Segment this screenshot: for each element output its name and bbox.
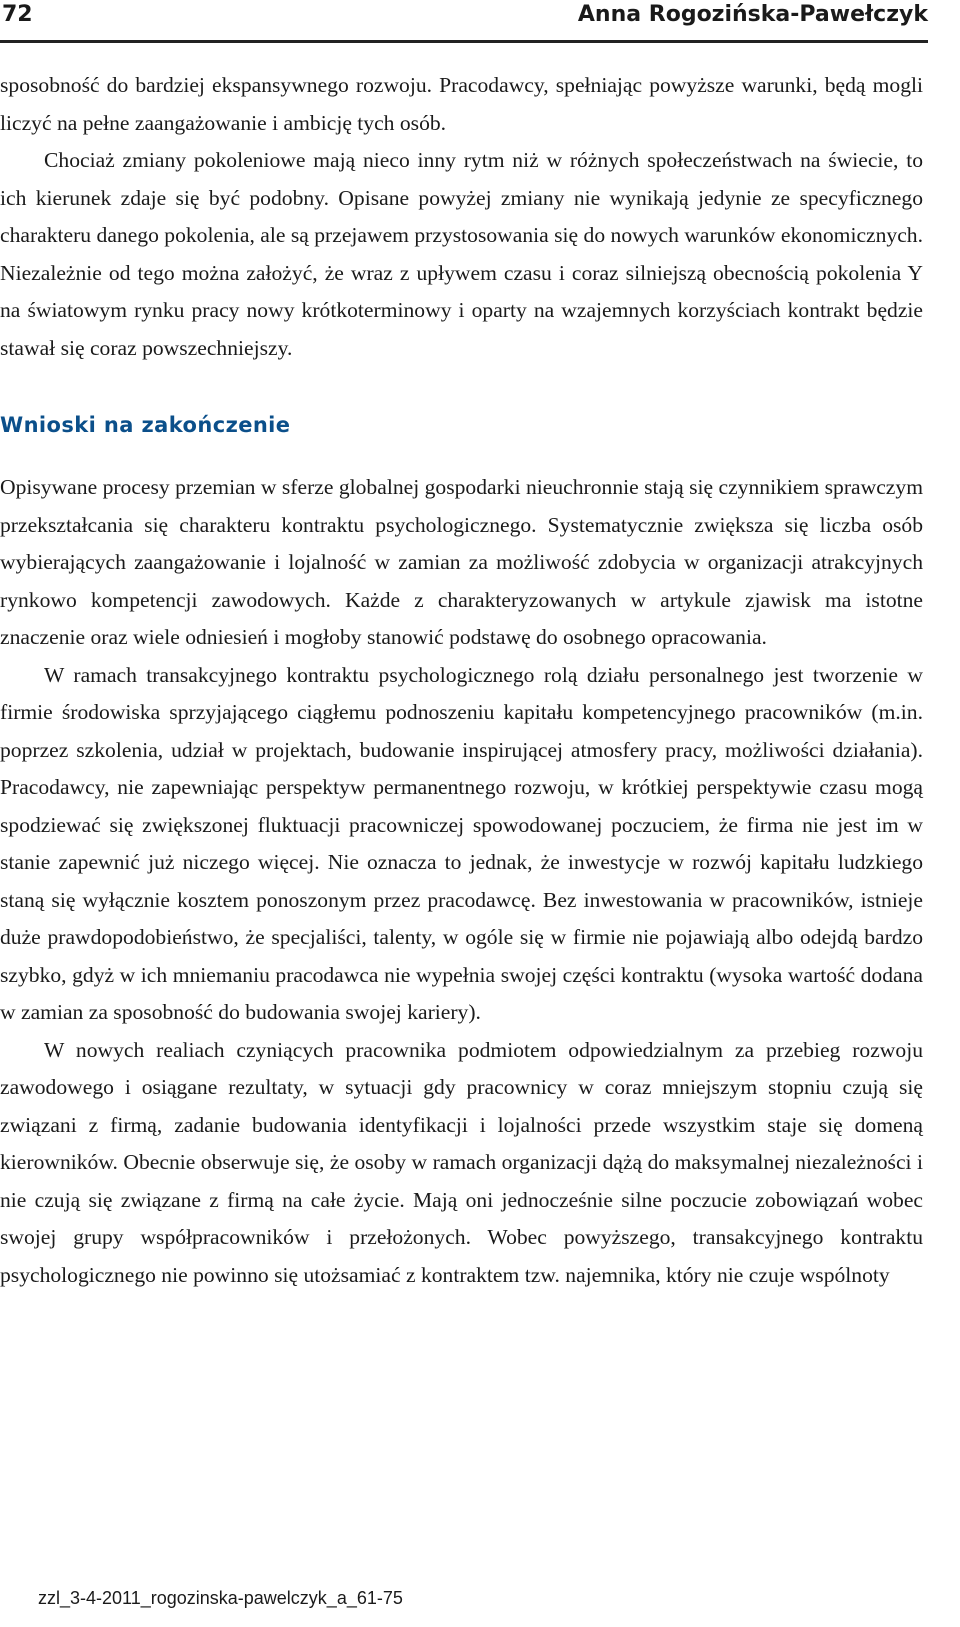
paragraph: Chociaż zmiany pokoleniowe mają nieco inny rytm niż w różnych społeczeństwach na świecie, to ich kierunek zdaje się być podobny. Opisane powyżej zmiany nie wynikają jedynie ze specyficznego charakteru danego pokolenia, ale są przejawem przystosowania się do nowych warunków ekonomicznych. Niezależnie od tego można założyć, że wraz z upływem czasu i coraz silniejszą obecnością pokolenia Y na światowym rynku pracy nowy krótkoterminowy i oparty na wzajemnych korzyściach kontrakt będzie stawał się coraz powszechniejszy. [0, 148, 923, 360]
article-body [0, 67, 923, 1294]
paragraph: sposobność do bardziej ekspansywnego rozwoju. Pracodawcy, spełniając powyższe warunki, będą mogli liczyć na pełne zaangażowanie i ambicję tych osób. [0, 73, 923, 135]
paragraph: W ramach transakcyjnego kontraktu psychologicznego rolą działu personalnego jest tworzenie w firmie środowiska sprzyjającego ciągłemu podnoszeniu kapitału kompetencyjnego pracowników (m.in. poprzez szkolenia, udział w projektach, budowanie inspirującej atmosfery pracy, możliwości działania). Pracodawcy, nie zapewniając perspektyw permanentnego rozwoju, w krótkiej perspektywie czasu mogą spodziewać się zwiększonej fluktuacji pracowniczej spowodowanej poczuciem, że firma nie jest im w stanie zapewnić już niczego więcej. Nie oznacza to jednak, że inwestycje w rozwój kapitału ludzkiego staną się wyłącznie kosztem ponoszonym przez pracodawcę. Bez inwestowania w pracowników, istnieje duże prawdopodobieństwo, że specjaliści, talenty, w ogóle się w firmie nie pojawiają albo odejdą bardzo szybko, gdyż w ich mniemaniu pracodawca nie wypełnia swojej części kontraktu (wysoka wartość dodana w zamian za sposobność do budowania swojej kariery). [0, 662, 923, 1024]
page-number: 72 [2, 2, 33, 27]
paragraph: Opisywane procesy przemian w sferze globalnej gospodarki nieuchronnie stają się czynnikiem sprawczym przekształcania się charakteru kontraktu psychologicznego. Systematycznie zwiększa się liczba osób wybierających zaangażowanie i lojalność w zamian za możliwość zdobycia w organizacji atrakcyjnych rynkowo kompetencji zawodowych. Każde z charakteryzowanych w artykule zjawisk ma istotne znaczenie oraz wiele odniesień i mogłoby stanowić podstawę do osobnego opracowania. [0, 475, 923, 649]
section-heading: Wnioski na zakończenie [0, 413, 291, 437]
footer-slug: zzl_3-4-2011_rogozinska-pawelczyk_a_61-75 [38, 1588, 403, 1608]
running-title: Anna Rogozińska-Pawełczyk [577, 2, 928, 27]
running-header [0, 0, 928, 43]
paragraph: W nowych realiach czyniących pracownika podmiotem odpowiedzialnym za przebieg rozwoju zawodowego i osiągane rezultaty, w sytuacji gdy pracownicy w coraz mniejszym stopniu czują się związani z firmą, zadanie budowania identyfikacji i lojalności przede wszystkim staje się domeną kierowników. Obecnie obserwuje się, że osoby w ramach organizacji dążą do maksymalnej niezależności i nie czują się związane z firmą na całe życie. Mają oni jednocześnie silne poczucie zobowiązań wobec swojej grupy współpracowników i przełożonych. Wobec powyższego, transakcyjnego kontraktu psychologicznego nie powinno się utożsamiać z kontraktem tzw. najemnika, który nie czuje wspólnoty [0, 1037, 923, 1287]
